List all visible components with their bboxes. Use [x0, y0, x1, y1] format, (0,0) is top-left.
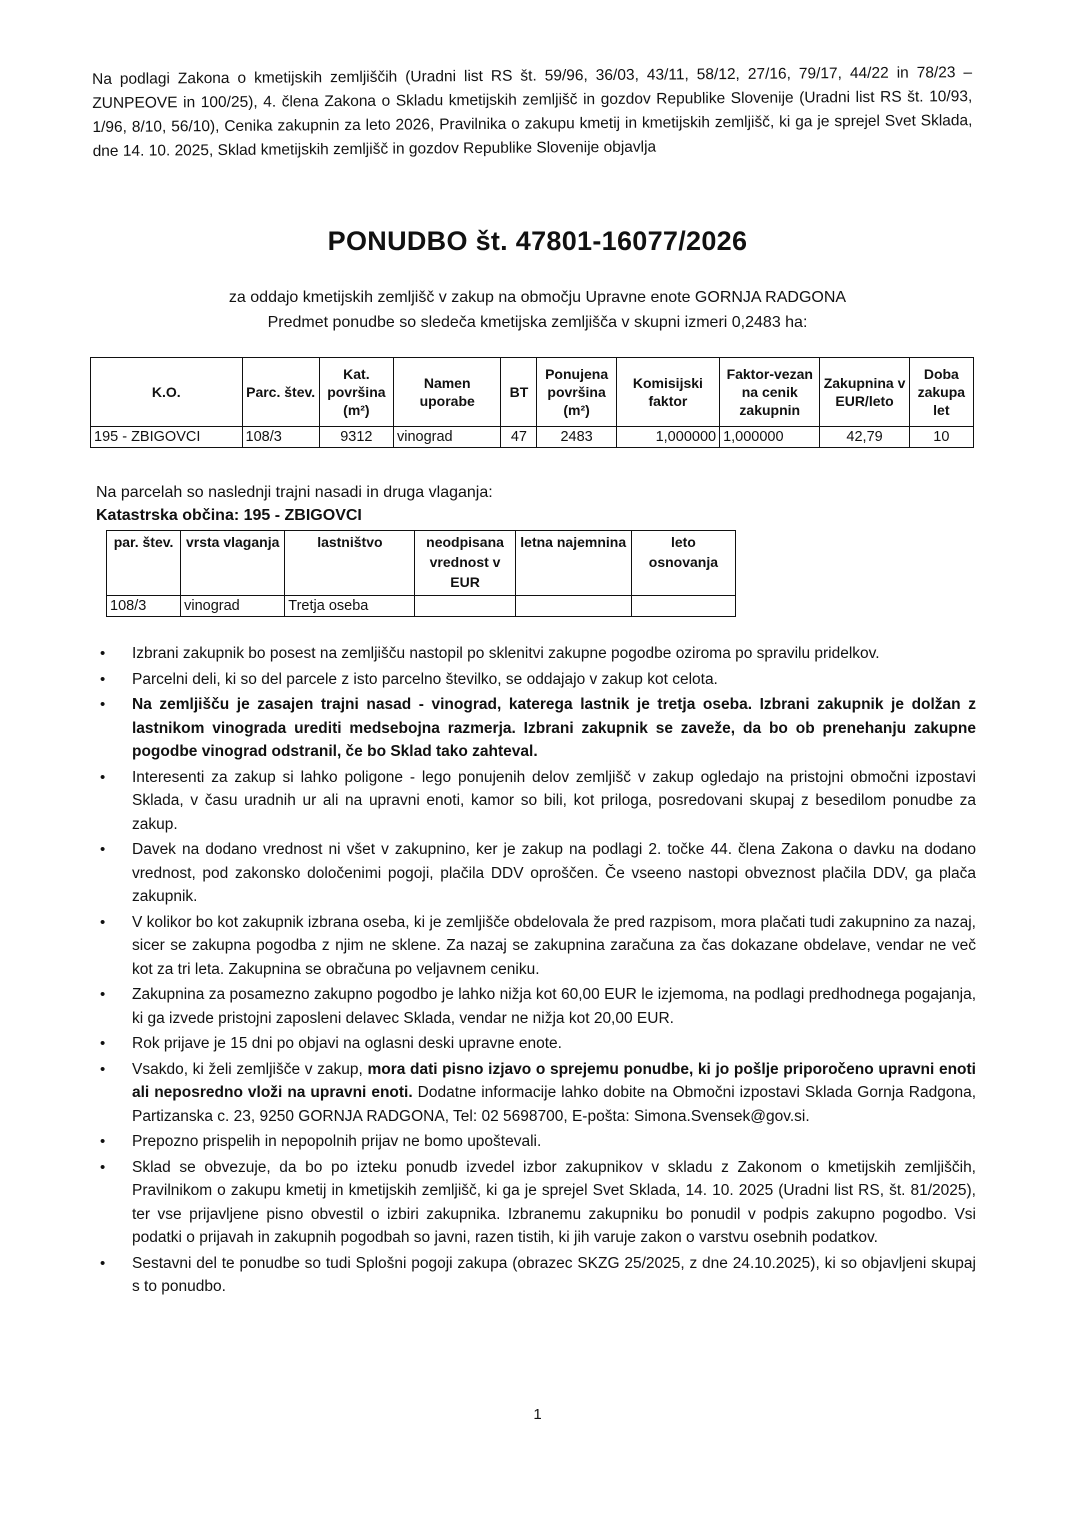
- list-item: • Izbrani zakupnik bo posest na zemljišču nastopil po sklenitvi zakupne pogodbe oziroma po spravilu pridelkov.: [98, 642, 976, 666]
- list-item: [98, 1058, 976, 1129]
- cell-kat: 9312: [319, 427, 393, 448]
- header-faktor-vezan: Faktor-vezan na cenik zakupnin: [720, 358, 820, 427]
- cell-parc: 108/3: [242, 427, 319, 448]
- list-item: • Zakupnina za posamezno zakupno pogodbo je lahko nižja kot 60,00 EUR le izjemoma, na podlagi predhodnega pogajanja, ki ga izvede pristojni zaposleni delavec Sklada, vendar ne nižja kot 20,00 EUR.: [98, 983, 976, 1030]
- header-doba: Doba zakupa let: [909, 358, 973, 427]
- list-item: • Sestavni del te ponudbe so tudi Splošni pogoji zakupa (obrazec SKZG 25/2025, z dne 24.10.2025), ki so objavljeni skupaj s to ponudbo.: [98, 1252, 976, 1299]
- cell-ponujena: 2483: [537, 427, 616, 448]
- cell-vrsta: vinograd: [181, 596, 285, 617]
- cell-komisijski: 1,000000: [616, 427, 719, 448]
- list-item-bold: mora dati pisno izjavo o sprejemu ponudbe, ki jo pošlje priporočeno upravni enoti ali neposredno vloži na upravni enoti.: [132, 1060, 976, 1101]
- header-ponujena: Ponujena površina (m²): [537, 358, 616, 427]
- cell-namen: vinograd: [394, 427, 501, 448]
- list-item: • V kolikor bo kot zakupnik izbrana oseba, ki je zemljišče obdelovala že pred razpisom, mora plačati tudi zakupnino za nazaj, sicer se zakupna pogodba z njim ne sklene. Za nazaj se zakupnina zaračuna za čas dokazane obdelave, vendar ne več kot za tri leta. Zakupnina se obračuna po veljavnem ceniku.: [98, 911, 976, 982]
- header-leto: leto osnovanja: [631, 531, 735, 596]
- list-item: • Sklad se obvezuje, da bo po izteku ponudb izvedel izbor zakupnikov v skladu z Zakonom o kmetijskih zemljiščih, Pravilnikom o zakupu kmetij in kmetijskih zemljišč, ki ga je sprejel Svet Sklada, 14. 10. 2025 (Uradni list RS, št. 81/2025), ter vse prijavljene pisno obvestil o izbiri zakupnika. Izbranemu zakupniku bo ponudil v podpis zakupno pogodbo. Vsi podatki o prijavah in zakupnih pogodbah so javni, razen tistih, ki jih varuje zakon o varstvu osebnih podatkov.: [98, 1156, 976, 1250]
- intro-paragraph: Na podlagi Zakona o kmetijskih zemljiščih (Uradni list RS št. 59/96, 36/03, 43/11, 58/12, 27/16, 79/17, 44/22 in 78/23 – ZUNPEOVE in 100/25), 4. člena Zakona o Skladu kmetijskih zemljišč in gozdov Republike Slovenije (Uradni list RS št. 10/93, 1/96, 8/10, 56/10), Cenika zakupnin za leto 2026, Pravilnika o zakupu kmetij in kmetijskih zemljišč, ki ga je sprejel Svet Sklada, dne 14. 10. 2025, Sklad kmetijskih zemljišč in gozdov Republike Slovenije objavlja: [92, 64, 973, 160]
- plantings-table: [106, 530, 736, 617]
- cell-doba: 10: [909, 427, 973, 448]
- list-item-bold: Na zemljišču je zasajen trajni nasad - vinograd, katerega lastnik je tretja oseba. Izbrani zakupnik je dolžan z lastnikom vinograda urediti medsebojna razmerja. Izbrani zakupnik se zaveže, da bo ob prenehanju zakupne pogodbe vinograd odstranil, če bo Sklad tako zahteval.: [132, 696, 976, 760]
- table-row: [91, 427, 974, 448]
- cell-zakupnina: 42,79: [820, 427, 909, 448]
- list-item: [98, 693, 976, 764]
- subtitle-line-2: Predmet ponudbe so sledeča kmetijska zemljišča v skupni izmeri 0,2483 ha:: [267, 314, 808, 331]
- land-table-header: [91, 358, 974, 427]
- header-parc: Parc. štev.: [242, 358, 319, 427]
- header-komisijski: Komisijski faktor: [616, 358, 719, 427]
- document-title: PONUDBO št. 47801-16077/2026: [327, 226, 748, 256]
- header-vrsta: vrsta vlaganja: [181, 531, 285, 596]
- header-kat: Kat. površina (m²): [319, 358, 393, 427]
- header-namen: Namen uporabe: [394, 358, 501, 427]
- list-item: • Prepozno prispelih in nepopolnih prijav ne bomo upoštevali.: [98, 1130, 976, 1154]
- cell-najemnina: [515, 596, 631, 617]
- list-item: • Interesenti za zakup si lahko poligone - lego ponujenih delov zemljišč v zakup ogledajo na pristojni območni izpostavi Sklada, v času uradnih ur ali na upravni enoti, kamor so bili, kot priloga, posredovani skupaj z besedilom ponudbe za zakup.: [98, 766, 976, 837]
- header-neodpisana: neodpisana vrednost v EUR: [415, 531, 515, 596]
- cell-ko: 195 - ZBIGOVCI: [91, 427, 243, 448]
- table-row: [107, 596, 736, 617]
- conditions-list: [98, 642, 976, 1301]
- land-table: [90, 357, 974, 448]
- cadastral-municipality-label: Katastrska občina: 195 - ZBIGOVCI: [96, 507, 362, 524]
- list-item-text: Vsakdo, ki želi zemljišče v zakup,: [132, 1060, 368, 1078]
- list-item-text: Dodatne informacije lahko dobite na Območni izpostavi Sklada Gornja Radgona, Partizanska c. 23, 9250 GORNJA RADGONA, Tel: 02 5698700, E-pošta: Simona.Svensek@gov.si.: [132, 1084, 976, 1125]
- header-zakupnina: Zakupnina v EUR/leto: [820, 358, 909, 427]
- list-item: • Rok prijave je 15 dni po objavi na oglasni deski upravne enote.: [98, 1032, 976, 1056]
- cell-faktor-vezan: 1,000000: [720, 427, 820, 448]
- list-item: • Parcelni deli, ki so del parcele z isto parcelno številko, se oddajajo v zakup kot celota.: [98, 668, 976, 692]
- header-par: par. štev.: [107, 531, 181, 596]
- subtitle-line-1: za oddajo kmetijskih zemljišč v zakup na območju Upravne enote GORNJA RADGONA: [228, 289, 847, 306]
- plantings-label: Na parcelah so naslednji trajni nasadi in druga vlaganja:: [96, 484, 493, 501]
- cell-bt: 47: [501, 427, 537, 448]
- cell-neodpisana: [415, 596, 515, 617]
- cell-lastnistvo: Tretja oseba: [285, 596, 415, 617]
- cell-par: 108/3: [107, 596, 181, 617]
- cell-leto: [631, 596, 735, 617]
- plantings-table-header: [107, 531, 736, 596]
- list-item: • Davek na dodano vrednost ni všet v zakupnino, ker je zakup na podlagi 2. točke 44. člena Zakona o davku na dodano vrednost, pod zakonsko določenimi pogoji, plačila DDV oproščen. Če vseeno nastopi obveznost plačila DDV, ga plača zakupnik.: [98, 838, 976, 909]
- header-ko: K.O.: [91, 358, 243, 427]
- subtitle: [0, 285, 1075, 335]
- page-number: 1: [533, 1406, 542, 1423]
- header-lastnistvo: lastništvo: [285, 531, 415, 596]
- header-bt: BT: [501, 358, 537, 427]
- header-najemnina: letna najemnina: [515, 531, 631, 596]
